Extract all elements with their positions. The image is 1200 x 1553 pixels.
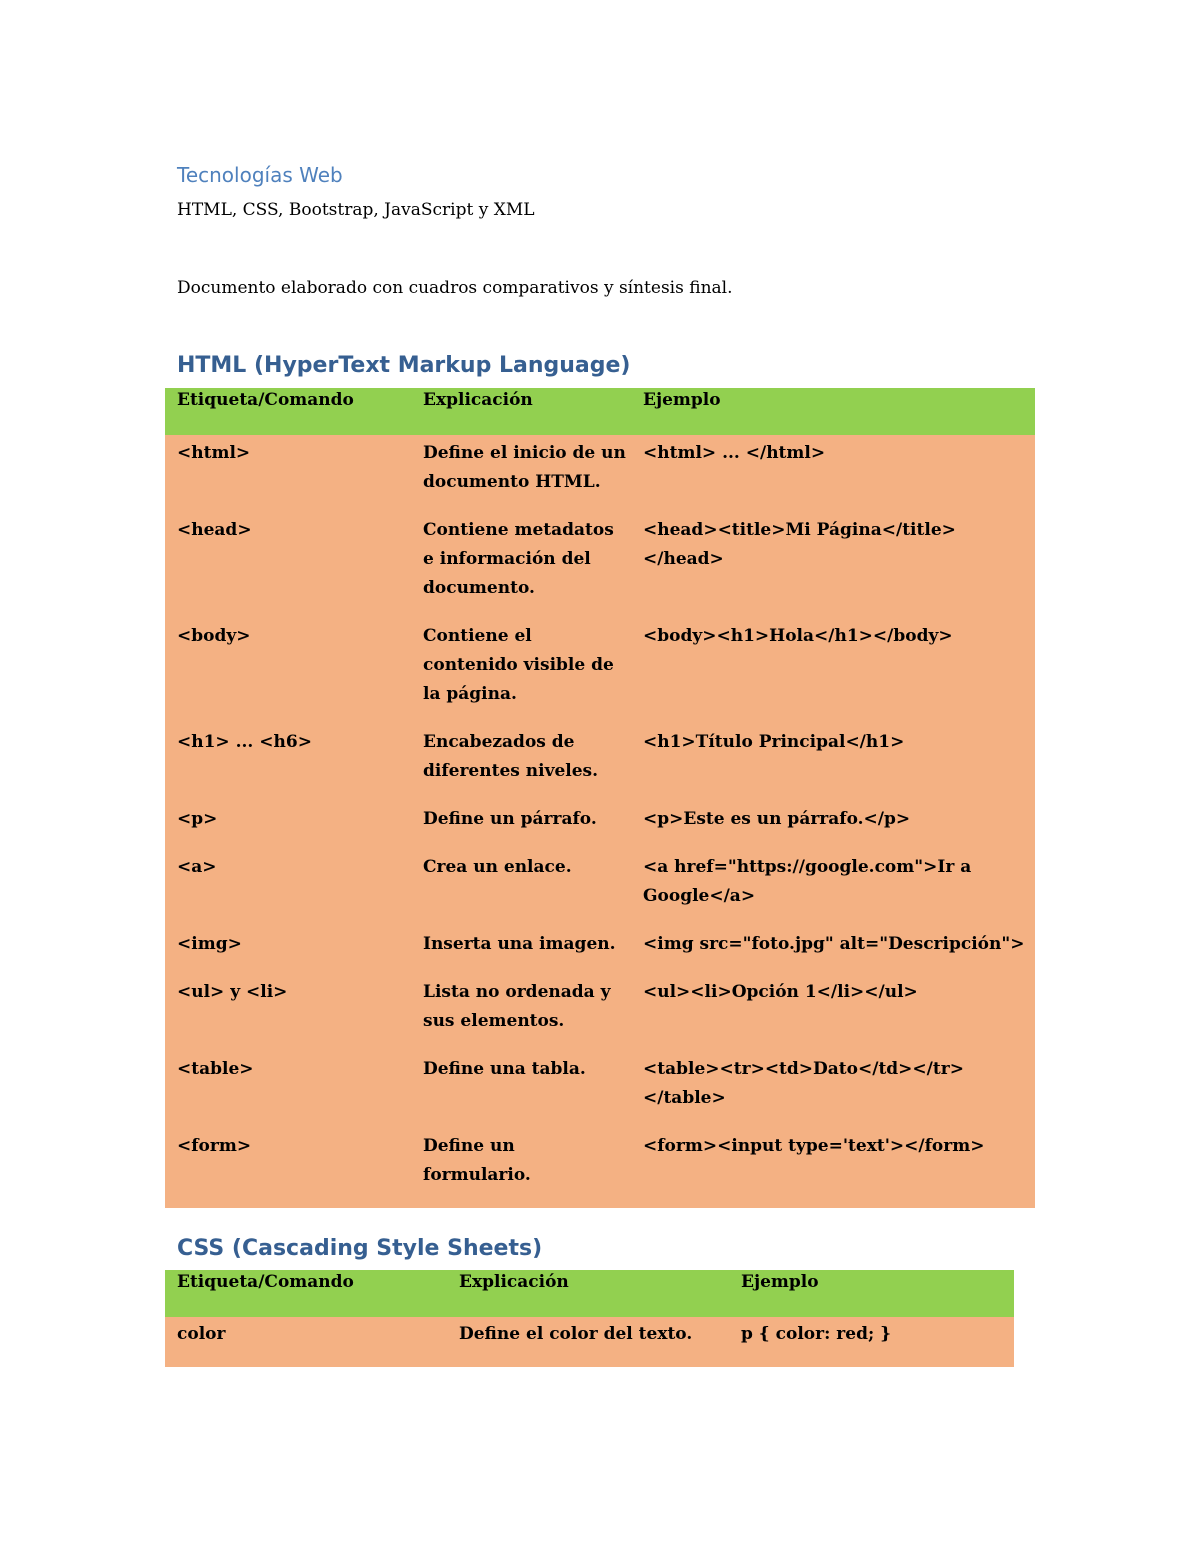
cell-explanation: Define un párrafo. — [411, 802, 631, 850]
cell-example: <table><tr><td>Dato</td></tr></table> — [631, 1052, 1035, 1129]
cell-example: <a href="https://google.com">Ir a Google</a> — [631, 850, 1035, 927]
cell-example: <h1>Título Principal</h1> — [631, 725, 1035, 802]
table-row — [165, 435, 1035, 513]
cell-explanation: Define el color del texto. — [447, 1317, 729, 1367]
cell-command: <h1> ... <h6> — [165, 725, 411, 802]
cell-explanation: Define un formulario. — [411, 1129, 631, 1208]
cell-command: <body> — [165, 619, 411, 725]
cell-example: <p>Este es un párrafo.</p> — [631, 802, 1035, 850]
html-section-heading: HTML (HyperText Markup Language) — [177, 353, 631, 378]
document-intro: Documento elaborado con cuadros comparativos y síntesis final. — [177, 278, 733, 298]
cell-example: <body><h1>Hola</h1></body> — [631, 619, 1035, 725]
cell-command: <table> — [165, 1052, 411, 1129]
column-header-explanation: Explicación — [447, 1270, 729, 1317]
column-header-command: Etiqueta/Comando — [165, 388, 411, 435]
cell-explanation: Contiene el contenido visible de la página. — [411, 619, 631, 725]
html-comparison-table — [165, 388, 1035, 1208]
cell-example: <head><title>Mi Página</title></head> — [631, 513, 1035, 619]
table-row — [165, 619, 1035, 725]
column-header-example: Ejemplo — [631, 388, 1035, 435]
table-header-row — [165, 388, 1035, 435]
table-row — [165, 513, 1035, 619]
table-header-row — [165, 1270, 1014, 1317]
cell-example: <html> ... </html> — [631, 435, 1035, 513]
document-subtitle: HTML, CSS, Bootstrap, JavaScript y XML — [177, 200, 535, 220]
cell-command: <a> — [165, 850, 411, 927]
cell-example: p { color: red; } — [729, 1317, 1014, 1367]
cell-command: <html> — [165, 435, 411, 513]
cell-explanation: Contiene metadatos e información del documento. — [411, 513, 631, 619]
column-header-explanation: Explicación — [411, 388, 631, 435]
cell-example: <form><input type='text'></form> — [631, 1129, 1035, 1208]
cell-example: <ul><li>Opción 1</li></ul> — [631, 975, 1035, 1052]
cell-command: <ul> y <li> — [165, 975, 411, 1052]
cell-explanation: Define el inicio de un documento HTML. — [411, 435, 631, 513]
cell-command: <p> — [165, 802, 411, 850]
column-header-command: Etiqueta/Comando — [165, 1270, 447, 1317]
cell-command: <img> — [165, 927, 411, 975]
cell-explanation: Crea un enlace. — [411, 850, 631, 927]
css-comparison-table — [165, 1270, 1014, 1367]
cell-example: <img src="foto.jpg" alt="Descripción"> — [631, 927, 1035, 975]
cell-explanation: Define una tabla. — [411, 1052, 631, 1129]
table-row — [165, 927, 1035, 975]
cell-explanation: Inserta una imagen. — [411, 927, 631, 975]
cell-command: <head> — [165, 513, 411, 619]
css-section-heading: CSS (Cascading Style Sheets) — [177, 1236, 543, 1261]
table-row — [165, 850, 1035, 927]
document-title: Tecnologías Web — [177, 163, 343, 187]
cell-command: <form> — [165, 1129, 411, 1208]
cell-explanation: Encabezados de diferentes niveles. — [411, 725, 631, 802]
table-row — [165, 1129, 1035, 1208]
table-row — [165, 1052, 1035, 1129]
cell-explanation: Lista no ordenada y sus elementos. — [411, 975, 631, 1052]
cell-command: color — [165, 1317, 447, 1367]
table-row — [165, 1317, 1014, 1367]
column-header-example: Ejemplo — [729, 1270, 1014, 1317]
table-row — [165, 725, 1035, 802]
table-row — [165, 802, 1035, 850]
table-row — [165, 975, 1035, 1052]
